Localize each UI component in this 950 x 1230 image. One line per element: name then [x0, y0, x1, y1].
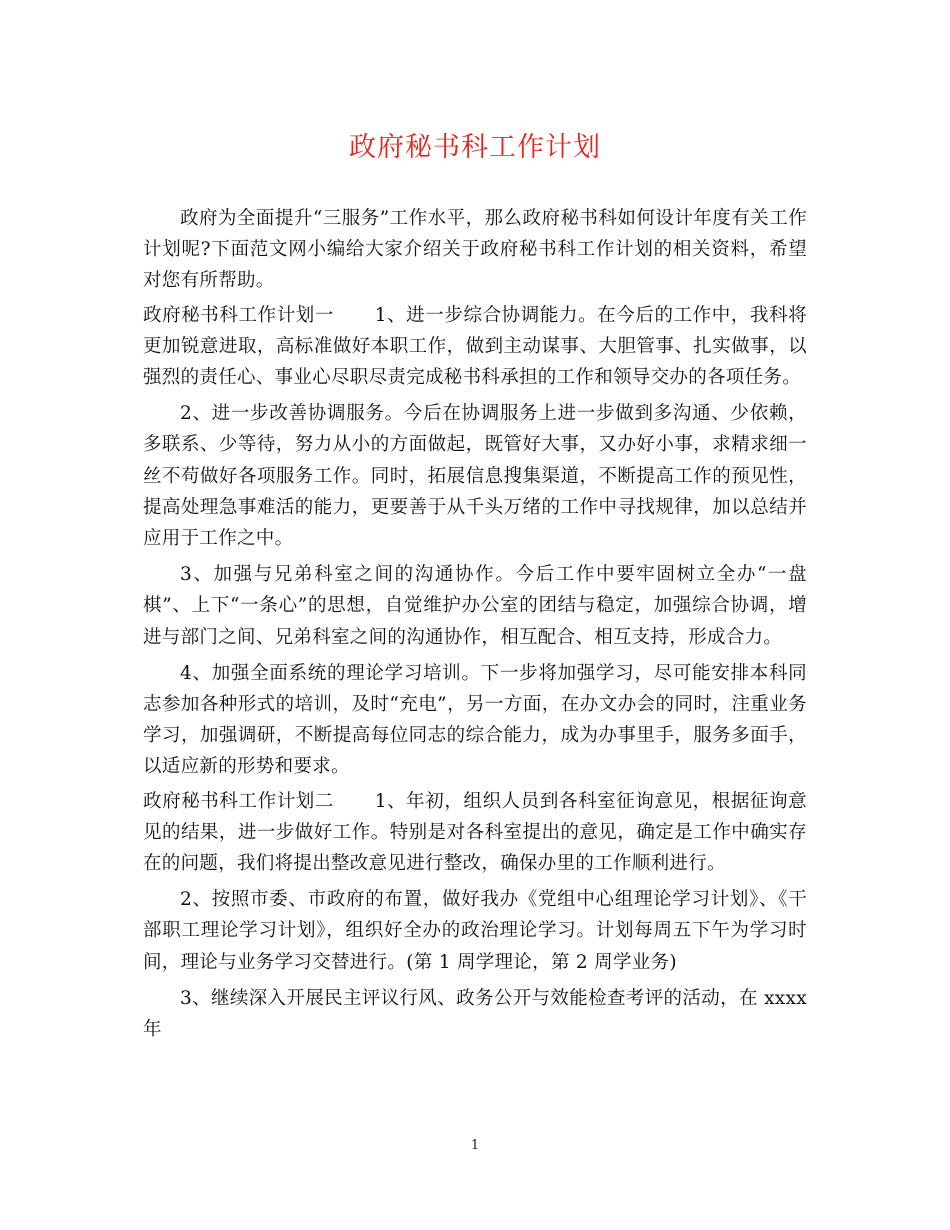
plan-one-heading: 政府秘书科工作计划一	[143, 304, 335, 326]
plan-two-paragraph-1	[143, 786, 807, 880]
plan-one-item-2: 2、进一步改善协调服务。今后在协调服务上进一步做到多沟通、少依赖，多联系、少等待，努力从小的方面做起，既管好大事，又办好小事，求精求细一丝不苟做好各项服务工作。同时，拓展信息搜集渠道，不断提高工作的预见性，提高处理急事难活的能力，更要善于从千头万绪的工作中寻找规律，加以总结并应用于工作之中。	[143, 403, 807, 550]
plan-two-item-2: 2、按照市委、市政府的布置，做好我办《党组中心组理论学习计划》、《干部职工理论学习计划》，组织好全办的政治理论学习。计划每周五下午为学习时间，理论与业务学习交替进行。(第 1 周学理论，第 2 周学业务)	[143, 889, 807, 973]
plan-two-heading: 政府秘书科工作计划二	[143, 790, 335, 812]
plan-one-item-3: 3、加强与兄弟科室之间的沟通协作。今后工作中要牢固树立全办“一盘棋”、上下“一条心”的思想，自觉维护办公室的团结与稳定，加强综合协调，增进与部门之间、兄弟科室之间的沟通协作，相互配合、相互支持，形成合力。	[143, 564, 807, 648]
plan-two-item-1: 1、年初，组织人员到各科室征询意见，根据征询意见的结果，进一步做好工作。特别是对各科室提出的意见，确定是工作中确实存在的问题，我们将提出整改意见进行整改，确保办里的工作顺利进行。	[143, 790, 807, 875]
plan-one-item-4: 4、加强全面系统的理论学习培训。下一步将加强学习，尽可能安排本科同志参加各种形式的培训，及时“充电”，另一方面，在办文办会的同时，注重业务学习，加强调研，不断提高每位同志的综合能力，成为办事里手，服务多面手，以适应新的形势和要求。	[143, 662, 807, 778]
document-body	[143, 203, 807, 1045]
plan-one-item-1: 1、进一步综合协调能力。在今后的工作中，我科将更加锐意进取，高标准做好本职工作，做到主动谋事、大胆管事、扎实做事，以强烈的责任心、事业心尽职尽责完成秘书科承担的工作和领导交办的各项任务。	[143, 304, 807, 389]
page-number: 1	[470, 1138, 480, 1153]
intro-paragraph: 政府为全面提升“三服务”工作水平，那么政府秘书科如何设计年度有关工作计划呢?下面范文网小编给大家介绍关于政府秘书科工作计划的相关资料，希望对您有所帮助。	[143, 208, 807, 292]
plan-two-item-3: 3、继续深入开展民主评议行风、政务公开与效能检查考评的活动，在 xxxx 年	[143, 987, 807, 1041]
document-title: 政府秘书科工作计划	[349, 132, 601, 163]
plan-one-paragraph-1	[143, 300, 807, 394]
